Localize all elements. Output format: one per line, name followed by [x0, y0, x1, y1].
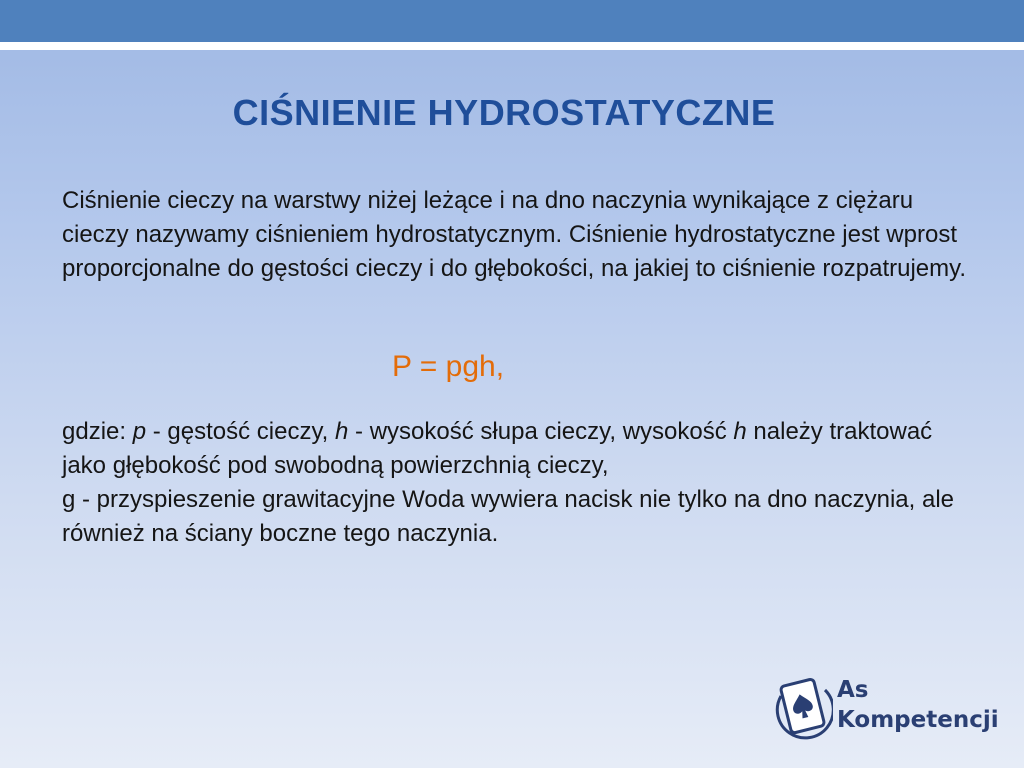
p2-after-h2: należy traktować jako głębokość pod swobodną powierzchnią cieczy, [62, 418, 933, 479]
logo-line-2: Kompetencji [837, 707, 999, 733]
logo-text [837, 675, 999, 735]
var-h: h [335, 418, 349, 445]
paragraph-explanation [62, 415, 982, 551]
logo-line-1: As [837, 677, 869, 703]
top-bar [0, 0, 1024, 42]
var-p: p [132, 418, 147, 445]
var-h-second: h [733, 418, 747, 445]
p2-after-h1: - wysokość słupa cieczy, wysokość [348, 418, 734, 445]
p2-after-p: - gęstość cieczy, [146, 418, 336, 445]
slide-title: CIŚNIENIE HYDROSTATYCZNE [232, 92, 776, 133]
top-stripe [0, 42, 1024, 50]
logo [767, 672, 1007, 744]
p2-prefix: gdzie: [62, 418, 133, 445]
paragraph-definition: Ciśnienie cieczy na warstwy niżej leżące i na dno naczynia wynikające z ciężaru cieczy nazywamy ciśnieniem hydrostatycznym. Ciśnienie hydrostatyczne jest wprost proporcjonalne do gęstości cieczy i do głębokości, na jakiej to ciśnienie rozpatrujemy. [62, 187, 967, 282]
p2-line-g: g - przyspieszenie grawitacyjne Woda wywiera nacisk nie tylko na dno naczynia, ale również na ściany boczne tego naczynia. [62, 486, 954, 547]
spade-card-icon [767, 672, 833, 744]
formula: P = pgh, [392, 350, 505, 383]
